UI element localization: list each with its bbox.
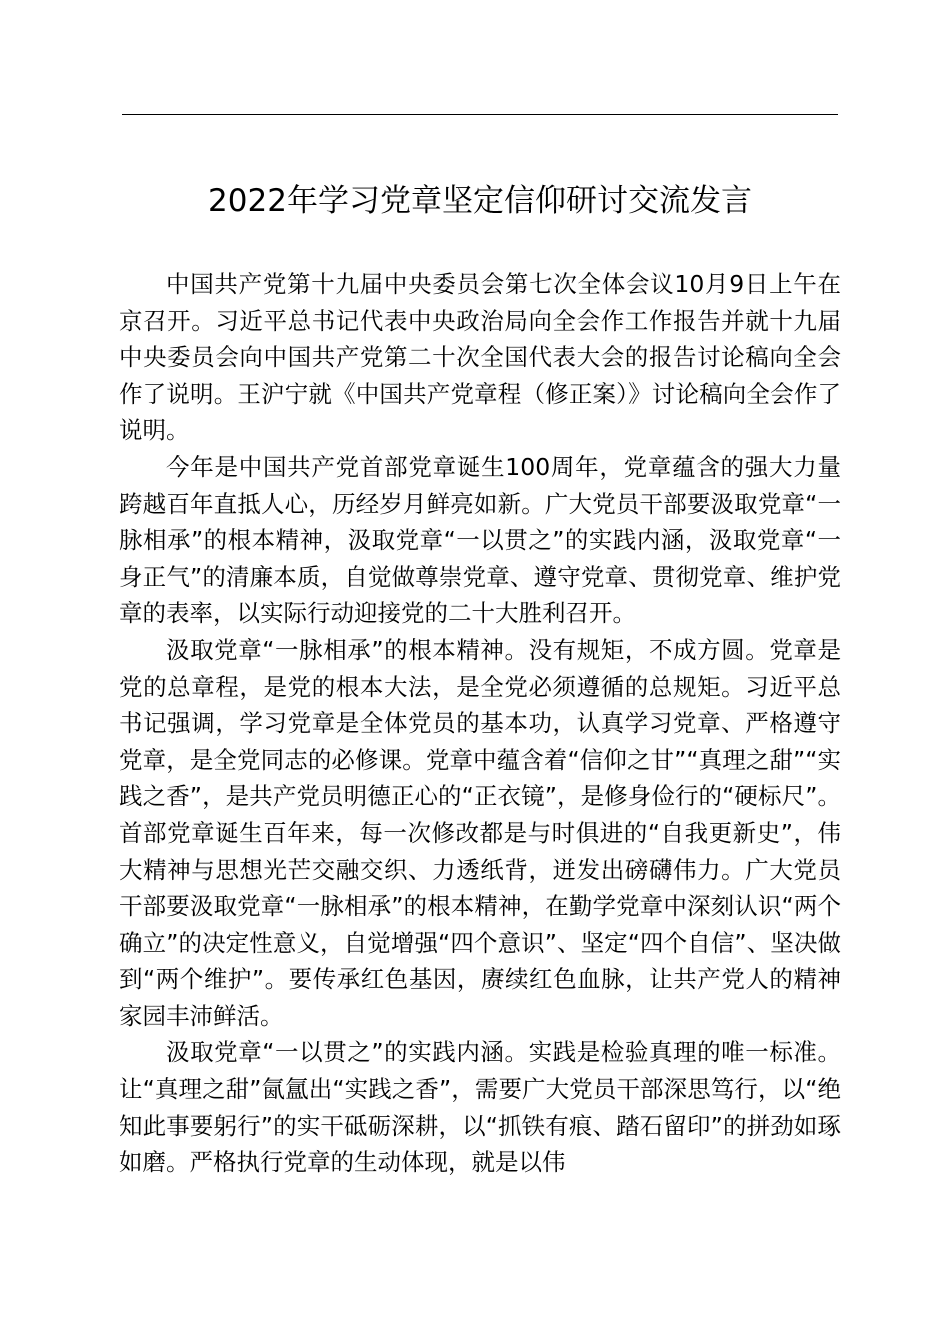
document-title: 2022年学习党章坚定信仰研讨交流发言 xyxy=(208,183,752,219)
document-body xyxy=(119,266,841,1181)
paragraph-1: 中国共产党第十九届中央委员会第七次全体会议10月9日上午在京召开。习近平总书记代表中央政治局向全会作工作报告并就十九届中央委员会向中国共产党第二十次全国代表大会的报告讨论稿向全会作了说明。王沪宁就《中国共产党章程（修正案）》讨论稿向全会作了说明。 xyxy=(119,270,841,445)
header-rule xyxy=(122,114,838,115)
paragraph-3: 汲取党章“一脉相承”的根本精神。没有规矩，不成方圆。党章是党的总章程，是党的根本大法，是全党必须遵循的总规矩。习近平总书记强调，学习党章是全体党员的基本功，认真学习党章、严格遵守党章，是全党同志的必修课。党章中蕴含着“信仰之甘”“真理之甜”“实践之香”，是共产党员明德正心的“正衣镜”，是修身俭行的“硬标尺”。首部党章诞生百年来，每一次修改都是与时俱进的“自我更新史”，伟大精神与思想光芒交融交织、力透纸背，迸发出磅礴伟力。广大党员干部要汲取党章“一脉相承”的根本精神，在勤学党章中深刻认识“两个确立”的决定性意义，自觉增强“四个意识”、坚定“四个自信”、坚决做到“两个维护”。要传承红色基因，赓续红色血脉，让共产党人的精神家园丰沛鲜活。 xyxy=(119,635,841,1030)
paragraph-4: 汲取党章“一以贯之”的实践内涵。实践是检验真理的唯一标准。让“真理之甜”氤氲出“实践之香”，需要广大党员干部深思笃行，以“绝知此事要躬行”的实干砥砺深耕，以“抓铁有痕、踏石留印”的拼劲如琢如磨。严格执行党章的生动体现，就是以伟 xyxy=(119,1038,841,1177)
paragraph-2: 今年是中国共产党首部党章诞生100周年，党章蕴含的强大力量跨越百年直抵人心，历经岁月鲜亮如新。广大党员干部要汲取党章“一脉相承”的根本精神，汲取党章“一以贯之”的实践内涵，汲取党章“一身正气”的清廉本质，自觉做尊崇党章、遵守党章、贯彻党章、维护党章的表率，以实际行动迎接党的二十大胜利召开。 xyxy=(119,452,841,628)
